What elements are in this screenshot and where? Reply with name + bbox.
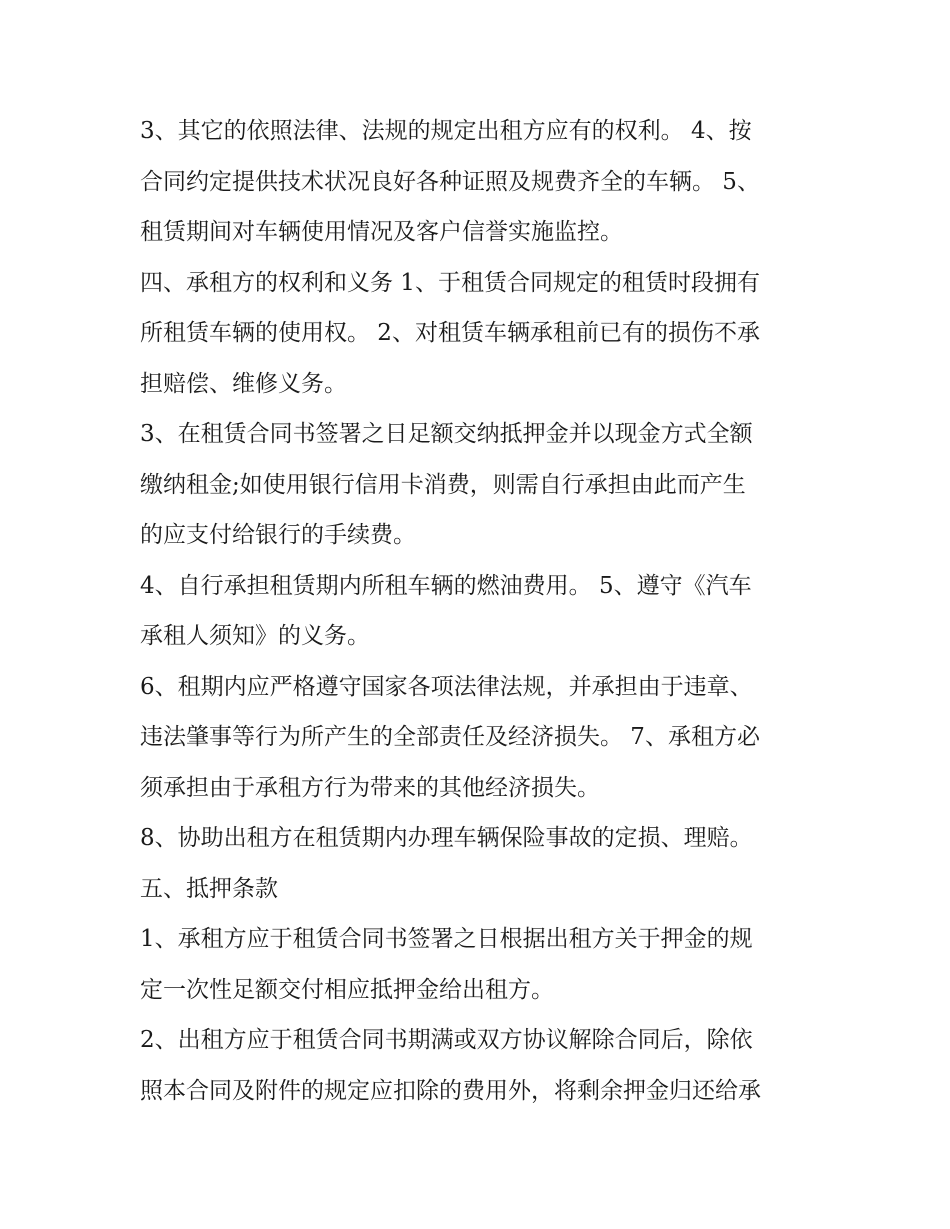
document-body: [140, 106, 830, 1116]
paragraph-lessor-rights-3: [140, 106, 830, 258]
paragraph-lessee-item-8: [140, 813, 830, 864]
text-line: 四、承租方的权利和义务 1、于租赁合同规定的租赁时段拥有: [140, 269, 760, 296]
text-line: 担赔偿、维修义务。: [140, 370, 347, 397]
text-line: 须承担由于承租方行为带来的其他经济损失。: [140, 774, 600, 801]
text-line: 1、承租方应于租赁合同书签署之日根据出租方关于押金的规: [140, 926, 753, 952]
text-line: 3、在租赁合同书签署之日足额交纳抵押金并以现金方式全额: [140, 421, 753, 447]
text-line: 6、租期内应严格遵守国家各项法律法规，并承担由于违章、: [140, 673, 753, 700]
text-line: 2、出租方应于租赁合同书期满或双方协议解除合同后，除依: [140, 1027, 753, 1053]
paragraph-section-four: [140, 258, 830, 410]
text-line: 合同约定提供技术状况良好各种证照及规费齐全的车辆。 5、: [140, 168, 760, 195]
text-line: 违法肇事等行为所产生的全部责任及经济损失。 7、承租方必: [140, 724, 760, 750]
text-line: 定一次性足额交付相应抵押金给出租方。: [140, 976, 554, 1003]
text-line: 的应支付给银行的手续费。: [140, 522, 416, 548]
text-line: 照本合同及附件的规定应扣除的费用外，将剩余押金归还给承: [140, 1077, 761, 1104]
text-line: 4、自行承担租赁期内所租车辆的燃油费用。 5、遵守《汽车: [140, 572, 752, 599]
text-line: 承租人须知》的义务。: [140, 623, 370, 649]
text-line: 五、抵押条款: [140, 875, 278, 902]
paragraph-lessee-item-6: [140, 662, 830, 814]
text-line: 8、协助出租方在租赁期内办理车辆保险事故的定损、理赔。: [140, 825, 753, 851]
section-heading-five: [140, 864, 830, 915]
text-line: 所租赁车辆的使用权。 2、对租赁车辆承租前已有的损伤不承: [140, 320, 760, 346]
paragraph-lessee-item-3: [140, 409, 830, 561]
text-line: 租赁期间对车辆使用情况及客户信誉实施监控。: [140, 219, 623, 245]
paragraph-lessee-item-4: [140, 561, 830, 662]
text-line: 缴纳租金;如使用银行信用卡消费，则需自行承担由此而产生: [140, 471, 746, 498]
paragraph-deposit-item-2: [140, 1015, 830, 1116]
paragraph-deposit-item-1: [140, 914, 830, 1015]
text-line: 3、其它的依照法律、法规的规定出租方应有的权利。 4、按: [140, 118, 752, 144]
